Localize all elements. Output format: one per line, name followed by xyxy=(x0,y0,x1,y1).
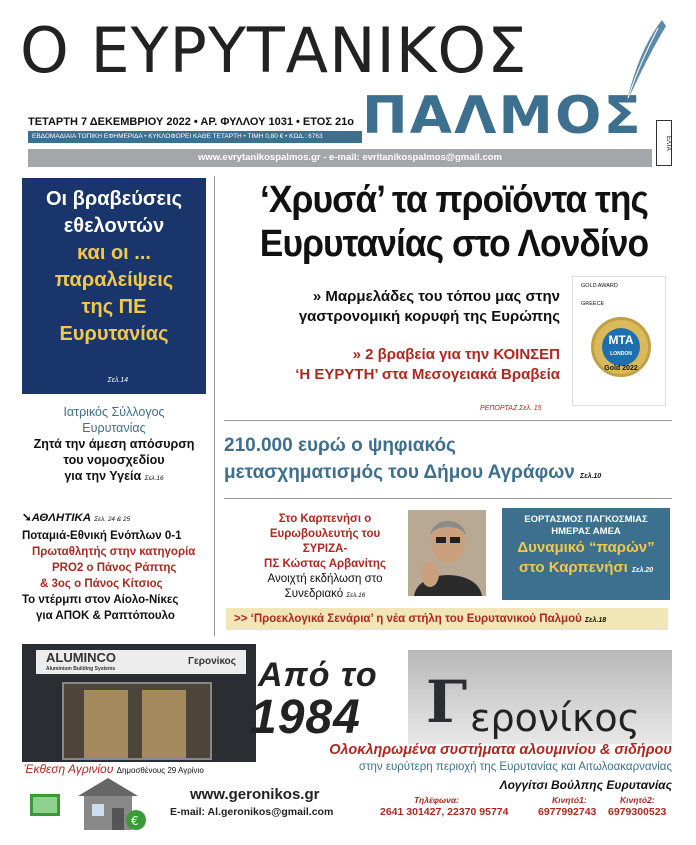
logo-text: ALUMINCO xyxy=(46,650,117,665)
sports-header: ΑΘΛΗΤΙΚΑ xyxy=(31,512,92,524)
strip-text: >> ‘Προεκλογικά Σενάρια’ η νέα στήλη του Ευρυτανικού Παλμού xyxy=(234,613,582,625)
award-label: GOLD AWARD xyxy=(581,283,618,289)
sports-line: Ποταμιά-Εθνική Ενόπλων 0-1 xyxy=(22,530,182,542)
amea-title: Δυναμικό “παρών” xyxy=(517,539,655,556)
subhead-jams xyxy=(224,287,560,327)
medical-body: για την Υγεία xyxy=(64,469,142,483)
mta-sub: LONDON xyxy=(610,351,632,357)
page-ref: Σελ. 24 & 25 xyxy=(94,516,131,523)
medical-head: Ιατρικός Σύλλογος xyxy=(63,405,165,419)
quill-icon xyxy=(618,18,668,108)
karp-line: Ανοιχτή εκδήλωση στο xyxy=(267,573,383,585)
ad-year: 1984 xyxy=(250,691,361,744)
sports-line: Πρωταθλητής στην κατηγορία xyxy=(32,546,196,558)
showroom-label: Έκθεση Αγρινίου xyxy=(24,762,114,776)
svg-text:€: € xyxy=(131,814,139,828)
amea-box[interactable] xyxy=(502,508,670,600)
ad-brand: ερονίκος xyxy=(470,696,640,740)
page-ref: Σελ.20 xyxy=(632,567,654,574)
digital-line: 210.000 ευρώ ο ψηφιακός xyxy=(224,435,456,456)
divider xyxy=(214,176,215,636)
volunteers-line: Ευρυτανίας xyxy=(59,323,169,345)
mobile1-value[interactable]: 6977992743 xyxy=(538,806,597,818)
website-link[interactable]: www.geronikos.gr xyxy=(190,786,320,803)
new-column-strip[interactable] xyxy=(226,608,668,630)
arrow-icon: ➘ xyxy=(22,512,32,524)
divider xyxy=(224,420,672,421)
mobile2-value[interactable]: 6979300523 xyxy=(608,806,667,818)
page-ref: Σελ.14 xyxy=(107,377,128,384)
web-line[interactable]: www.evrytanikospalmos.gr - e-mail: evritanikospalmos@gmail.com xyxy=(28,149,652,167)
amea-title: στο Καρπενήσι xyxy=(518,559,628,576)
subhead-awards xyxy=(224,345,560,385)
logo-sub: Aluminium Building Systems xyxy=(46,666,116,672)
mobile1-label: Κινητό1: xyxy=(552,795,587,805)
ad-address: Λογγίτσι Βούλπης Ευρυτανίας xyxy=(499,778,672,792)
tel-value[interactable]: 2641 301427, 22370 95774 xyxy=(380,806,509,818)
ad-since: Από το xyxy=(258,656,378,694)
logo-right: Γερονίκος xyxy=(188,656,236,667)
karp-line: Στο Καρπενήσι ο xyxy=(278,513,372,525)
shop-door xyxy=(142,690,186,758)
divider xyxy=(224,498,672,499)
medical-body: Ζητά την άμεση απόσυρση xyxy=(33,437,195,451)
masthead-subtitle: ΠΑΛΜΟΣ xyxy=(362,86,643,146)
award-badge xyxy=(591,317,651,377)
subhead-line: ‘Η ΕΥΡΥΤΗ’ στα Μεσογειακά Βραβεία xyxy=(295,366,560,383)
medical-body: του νομοσχεδίου xyxy=(63,453,165,467)
showroom-info xyxy=(24,762,204,776)
award-label: GREECE xyxy=(581,301,605,307)
subhead-line: » Μαρμελάδες του τόπου μας στην xyxy=(312,288,560,305)
digital-article[interactable] xyxy=(224,432,664,490)
page-ref: Σελ.18 xyxy=(585,617,607,624)
page-ref: Σελ.10 xyxy=(580,473,602,480)
ad-g-letter: Γ xyxy=(426,668,468,736)
sports-line: για ΑΠΟΚ & Ραπτόπουλο xyxy=(36,610,175,622)
shop-door xyxy=(84,690,128,758)
ad-area: στην ευρύτερη περιοχή της Ευρυτανίας και Αιτωλοακαρνανίας xyxy=(358,761,672,773)
main-headline[interactable] xyxy=(240,178,668,266)
subhead-line: » 2 βραβεία για την ΚΟΙΝΣΕΠ xyxy=(352,346,560,363)
subhead-line: γαστρονομική κορυφή της Ευρώπης xyxy=(298,308,560,325)
sports-line: & 3ος ο Πάνος Κίτσιος xyxy=(40,578,163,590)
house-energy-icon xyxy=(28,776,148,836)
medical-article[interactable] xyxy=(22,404,206,487)
email-link[interactable]: E-mail: Al.geronikos@gmail.com xyxy=(170,806,334,818)
page-ref: Σελ.16 xyxy=(144,475,164,482)
karp-line: Ευρωβουλευτής του ΣΥΡΙΖΑ- xyxy=(269,528,381,555)
medical-head: Ευρυτανίας xyxy=(82,421,146,435)
sports-section[interactable] xyxy=(22,510,212,624)
karp-line: ΠΣ Κώστας Αρβανίτης xyxy=(264,558,386,570)
volunteers-line: Οι βραβεύσεις xyxy=(45,188,182,210)
info-line: ΕΒΔΟΜΑΔΙΑΙΑ ΤΟΠΙΚΗ ΕΦΗΜΕΡΙΔΑ • ΚΥΚΛΟΦΟΡΕΙ ΚΑΘΕ ΤΕΤΑΡΤΗ • ΤΙΜΗ 0,80 € • ΚΩΔ.: 6763 xyxy=(28,131,362,143)
mta-text: MTA xyxy=(608,333,634,347)
volunteers-box[interactable] xyxy=(22,178,206,394)
mobile2-label: Κινητό2: xyxy=(620,795,655,805)
mta-logo xyxy=(602,328,640,366)
sports-line: PRO2 ο Πάνος Ράπτης xyxy=(52,562,177,574)
elta-stamp: ΕΛΤΑ xyxy=(656,120,672,166)
aluminco-logo xyxy=(36,650,246,674)
politician-photo xyxy=(408,510,486,596)
amea-head: ΕΟΡΤΑΣΜΟΣ ΠΑΓΚΟΣΜΙΑΣ xyxy=(524,514,648,525)
tel-label: Τηλέφωνα: xyxy=(414,795,459,805)
ad-tagline: Ολοκληρωμένα συστήματα αλουμινίου & σιδήρου xyxy=(329,742,672,758)
volunteers-line: εθελοντών xyxy=(63,215,165,237)
award-certificate xyxy=(572,276,666,406)
volunteers-line: της ΠΕ xyxy=(81,296,147,318)
showroom-address: Δημοσθένους 29 Αγρίνιο xyxy=(116,766,204,775)
page-ref: ΡΕΠΟΡΤΑΖ Σελ. 15 xyxy=(480,405,542,412)
volunteers-line: και οι ... xyxy=(77,242,151,264)
page-ref: Σελ.16 xyxy=(346,592,366,599)
dateline: ΤΕΤΑΡΤΗ 7 ΔΕΚΕΜΒΡΙΟΥ 2022 • ΑΡ. ΦΥΛΛΟΥ 1031 • ΕΤΟΣ 21ο xyxy=(28,116,354,128)
award-gold: Gold 2022 xyxy=(604,365,638,372)
karp-line: Συνεδριακό xyxy=(284,588,344,600)
digital-line: μετασχηματισμός του Δήμου Αγράφων xyxy=(224,462,575,483)
karpenisi-article[interactable] xyxy=(250,512,400,603)
amea-head: ΗΜΕΡΑΣ ΑΜΕΑ xyxy=(551,526,621,537)
sports-line: Το ντέρμπι στον Αίολο-Νίκες xyxy=(22,594,179,606)
shop-photo xyxy=(22,644,256,762)
headline-line: ‘Χρυσά’ τα προϊόντα της xyxy=(259,179,648,221)
headline-line: Ευρυτανίας στο Λονδίνο xyxy=(259,223,649,265)
masthead-title: Ο ΕΥΡΥΤΑΝΙΚΟΣ xyxy=(20,14,528,87)
volunteers-line: παραλείψεις xyxy=(54,269,174,291)
